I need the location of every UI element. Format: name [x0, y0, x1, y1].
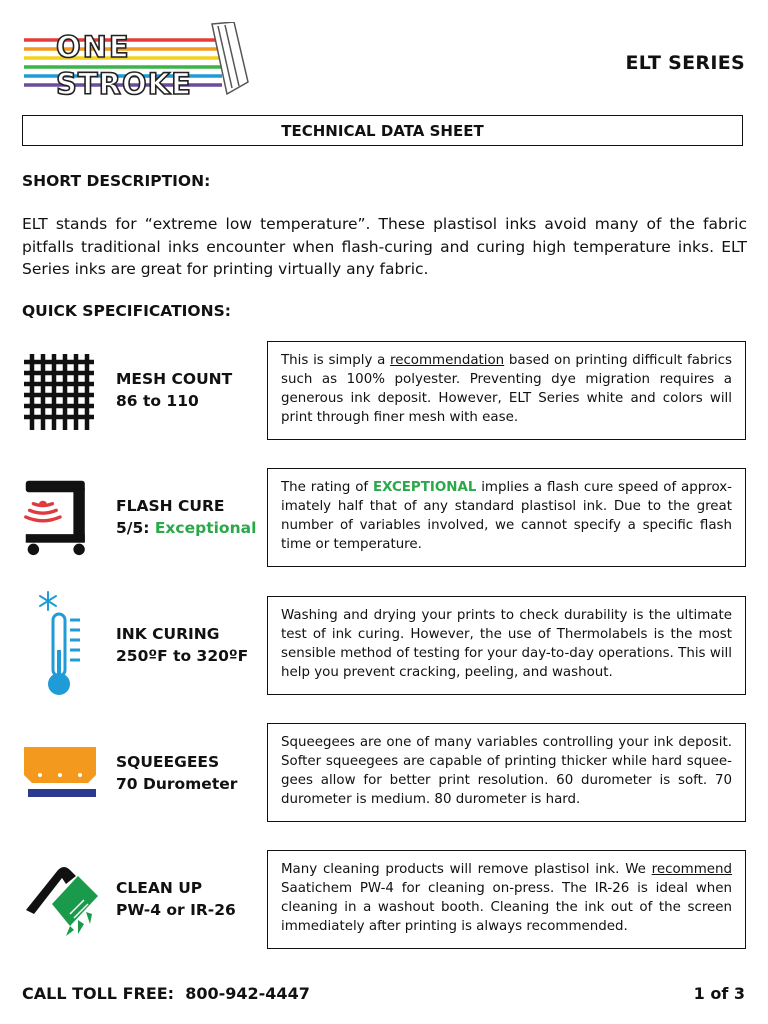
logo-text-stroke: STROKE — [56, 67, 192, 101]
spec-clean-up — [116, 877, 236, 921]
document-type-label: TECHNICAL DATA SHEET — [281, 121, 484, 140]
page-number: 1 of 3 — [693, 984, 745, 1003]
spec-note-squeegees: Squeegees are one of many variables controlling your ink deposit. Softer squeegees are capable of printing thicker while hard squee-gees allow for better print resolution. 60 durometer is soft. 70 durometer is medium. 80 durometer is hard. — [267, 723, 746, 822]
mesh-grid-icon — [22, 352, 100, 432]
cleaning-brush-icon — [22, 860, 102, 940]
spec-note-clean-up: Many cleaning products will remove plastisol ink. We recommend Saatichem PW-4 for cleaning on-press. The IR-26 is ideal when cleaning in a washout booth. Cleaning the ink out of the screen immediately after printing is always recommended. — [267, 850, 746, 949]
series-title: ELT SERIES — [625, 52, 745, 74]
spec-ink-curing — [116, 623, 248, 667]
spec-value: PW-4 or IR-26 — [116, 901, 236, 919]
flash-rating: Exceptional — [154, 519, 257, 537]
call-toll-free-label: CALL TOLL FREE: — [22, 984, 175, 1003]
spec-value: 250ºF to 320ºF — [116, 647, 249, 665]
squeegee-icon — [22, 745, 100, 801]
spec-note-mesh-count: This is simply a recommendation based on printing difficult fabrics such as 100% polyester. Preventing dye migration requires a generous ink deposit. However, ELT Series white and colors will print through finer mesh with ease. — [267, 341, 746, 440]
spec-squeegees — [116, 751, 237, 795]
spec-note-ink-curing: Washing and drying your prints to check durability is the ultimate test of ink curing. However, the use of Thermolabels is the most sensible method of testing for your day-to-day operations. This will help you prevent cracking, peeling, and washout. — [267, 596, 746, 695]
exceptional-emphasis: EXCEPTIONAL — [372, 480, 477, 495]
spec-label: FLASH CURE — [116, 497, 225, 515]
logo-text-one: ONE — [56, 30, 131, 64]
thermometer-icon — [34, 590, 84, 698]
spec-flash-cure — [116, 495, 256, 539]
footer-phone — [22, 984, 310, 1003]
one-stroke-logo — [22, 22, 252, 102]
spec-value: 70 Durometer — [116, 775, 238, 793]
recommendation-emphasis: recommendation — [390, 353, 505, 368]
phone-number: 800-942-4447 — [185, 984, 310, 1003]
short-description-heading: SHORT DESCRIPTION: — [22, 172, 211, 190]
document-type-banner — [22, 115, 743, 146]
spec-label: MESH COUNT — [116, 370, 233, 388]
spec-label: SQUEEGEES — [116, 753, 220, 771]
spec-value: 86 to 110 — [116, 392, 199, 410]
spec-label: CLEAN UP — [116, 879, 203, 897]
spec-label: INK CURING — [116, 625, 220, 643]
flash-dryer-icon — [22, 477, 100, 557]
spec-value: 5/5: — [116, 519, 155, 537]
recommend-emphasis: recommend — [651, 862, 732, 877]
quick-specs-heading: QUICK SPECIFICATIONS: — [22, 302, 231, 320]
short-description-text: ELT stands for “extreme low temperature”. These plastisol inks avoid many of the fabric pitfalls traditional inks encounter when flash-curing and curing high temperature inks. ELT Series inks are great for printing virtually any fabric. — [22, 215, 747, 278]
spec-mesh-count — [116, 368, 232, 412]
spec-note-flash-cure: The rating of EXCEPTIONAL implies a flash cure speed of approx-imately half that of any standard plastisol ink. Due to the great number of variables involved, we cannot specify a specific flash time or temperature. — [267, 468, 746, 567]
